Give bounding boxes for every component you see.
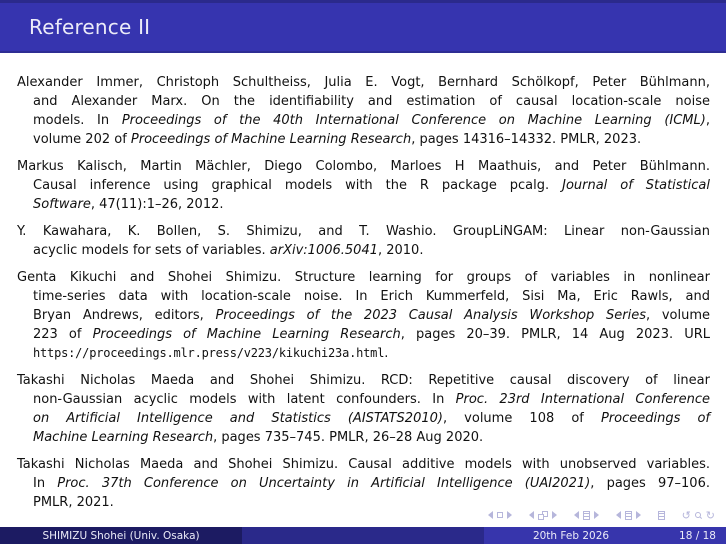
footer-bar bbox=[0, 527, 726, 544]
nav-back-icon[interactable]: ↺ bbox=[681, 508, 691, 522]
nav-search-icon[interactable] bbox=[695, 512, 701, 518]
reference-entry bbox=[17, 157, 710, 214]
reference-line: Causal inference using graphical models with the R package pcalg. Journal of Statistical bbox=[33, 178, 710, 193]
nav-subsection-icon[interactable] bbox=[583, 511, 590, 520]
nav-next-section-icon[interactable] bbox=[636, 511, 641, 519]
reference-line: Genta Kikuchi and Shohei Shimizu. Structure learning for groups of variables in nonlinear bbox=[17, 270, 710, 285]
reference-entry bbox=[17, 73, 710, 149]
nav-frame-icon[interactable] bbox=[538, 511, 548, 520]
references-list bbox=[0, 53, 726, 520]
reference-line: Bryan Andrews, editors, Proceedings of the 2023 Causal Analysis Workshop Series, volume bbox=[33, 308, 710, 323]
reference-line: Alexander Immer, Christoph Schultheiss, Julia E. Vogt, Bernhard Schölkopf, Peter Bühlmann, bbox=[17, 75, 710, 90]
footer-frame-number: 18 / 18 bbox=[679, 529, 716, 542]
footer-author: SHIMIZU Shohei (Univ. Osaka) bbox=[42, 529, 200, 542]
reference-line: time-series data with location-scale noise. In Erich Kummerfeld, Sisi Ma, Eric Rawls, and bbox=[33, 289, 710, 304]
reference-line: Takashi Nicholas Maeda and Shohei Shimizu. RCD: Repetitive causal discovery of linear bbox=[17, 373, 710, 388]
reference-line: 223 of Proceedings of Machine Learning Research, pages 20–39. PMLR, 14 Aug 2023. URL bbox=[33, 327, 710, 342]
reference-line: and Alexander Marx. On the identifiability and estimation of causal location-scale noise bbox=[33, 94, 710, 109]
reference-line: Markus Kalisch, Martin Mächler, Diego Colombo, Marloes H Maathuis, and Peter Bühlmann. bbox=[17, 159, 710, 174]
nav-prev-frame-icon[interactable] bbox=[529, 511, 534, 519]
nav-forward-icon[interactable]: ↻ bbox=[705, 508, 715, 522]
reference-url[interactable]: https://proceedings.mlr.press/v223/kikuchi23a.html bbox=[33, 346, 385, 360]
footer-middle-box bbox=[242, 527, 484, 544]
reference-entry bbox=[17, 222, 710, 260]
reference-line: Software, 47(11):1–26, 2012. bbox=[33, 197, 224, 212]
nav-prev-section-icon[interactable] bbox=[616, 511, 621, 519]
nav-appendix-icon[interactable] bbox=[658, 511, 665, 520]
reference-line: PMLR, 2021. bbox=[33, 495, 114, 510]
nav-section-icon[interactable] bbox=[625, 511, 632, 520]
reference-line: non-Gaussian acyclic models with latent confounders. In Proc. 23rd International Conference bbox=[33, 392, 710, 407]
reference-line: volume 202 of Proceedings of Machine Learning Research, pages 14316–14332. PMLR, 2023. bbox=[33, 132, 642, 147]
reference-line: Takashi Nicholas Maeda and Shohei Shimizu. Causal additive models with unobserved variables. bbox=[17, 457, 710, 472]
reference-line: on Artificial Intelligence and Statistics (AISTATS2010), volume 108 of Proceedings of bbox=[33, 411, 710, 426]
reference-line: models. In Proceedings of the 40th International Conference on Machine Learning (ICML), bbox=[33, 113, 710, 128]
reference-entry bbox=[17, 371, 710, 447]
footer-date-box bbox=[484, 527, 726, 544]
footer-author-box bbox=[0, 527, 242, 544]
reference-line: acyclic models for sets of variables. arXiv:1006.5041, 2010. bbox=[33, 243, 424, 258]
reference-entry bbox=[17, 455, 710, 512]
nav-next-slide-icon[interactable] bbox=[507, 511, 512, 519]
footer-date: 20th Feb 2026 bbox=[532, 529, 610, 542]
reference-line: In Proc. 37th Conference on Uncertainty in Artificial Intelligence (UAI2021), pages 97–106. bbox=[33, 476, 710, 491]
nav-prev-slide-icon[interactable] bbox=[488, 511, 493, 519]
nav-next-frame-icon[interactable] bbox=[552, 511, 557, 519]
slide-title-bar bbox=[0, 0, 726, 53]
reference-line: https://proceedings.mlr.press/v223/kikuchi23a.html. bbox=[33, 346, 389, 361]
reference-entry bbox=[17, 268, 710, 363]
nav-slide-icon[interactable] bbox=[497, 512, 503, 518]
reference-line: Machine Learning Research, pages 735–745. PMLR, 26–28 Aug 2020. bbox=[33, 430, 484, 445]
nav-next-subsection-icon[interactable] bbox=[594, 511, 599, 519]
reference-line: Y. Kawahara, K. Bollen, S. Shimizu, and T. Washio. GroupLiNGAM: Linear non-Gaussian bbox=[17, 224, 710, 239]
nav-symbols bbox=[473, 509, 717, 521]
slide-title: Reference II bbox=[29, 15, 151, 39]
nav-prev-subsection-icon[interactable] bbox=[574, 511, 579, 519]
